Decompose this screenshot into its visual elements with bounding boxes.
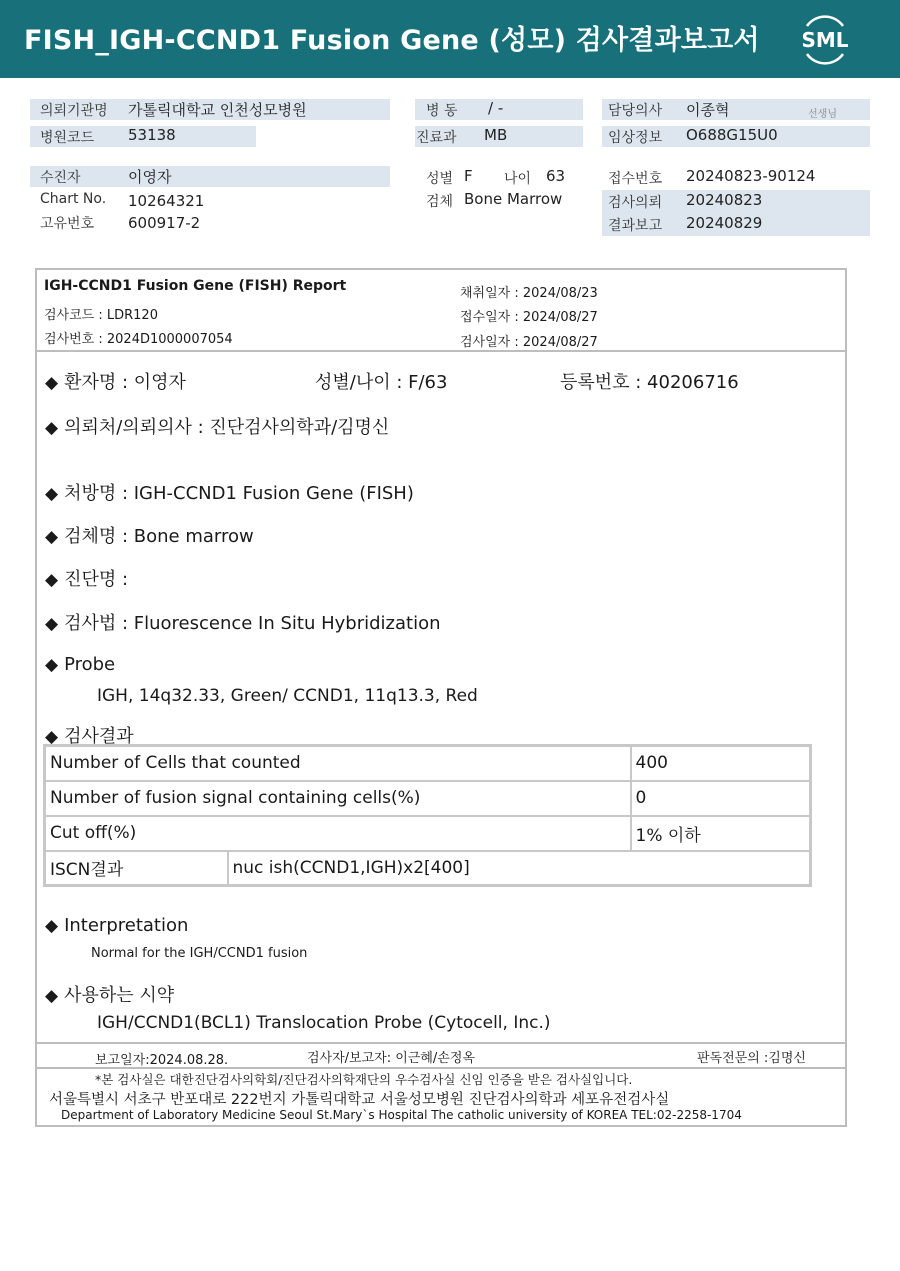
test-code: 검사코드 : LDR120 bbox=[44, 308, 158, 323]
patient-bar bbox=[30, 166, 390, 187]
patient-name: 환자명 : 이영자 bbox=[64, 372, 186, 393]
dept-label: 진료과 bbox=[416, 130, 457, 146]
doctor-value: 이종혁 bbox=[686, 101, 730, 119]
doctor-label: 담당의사 bbox=[608, 103, 663, 119]
page-title: FISH_IGH-CCND1 Fusion Gene (성모) 검사결과보고서 bbox=[24, 25, 760, 56]
diamond-bullet-icon: ◆ bbox=[45, 484, 59, 504]
sex-age: 성별/나이 : F/63 bbox=[315, 372, 448, 393]
results-table bbox=[43, 744, 812, 887]
test-number: 검사번호 : 2024D1000007054 bbox=[44, 332, 233, 347]
ward-label: 병 동 bbox=[426, 103, 458, 119]
diamond-bullet-icon: ◆ bbox=[45, 418, 59, 438]
report-date: 보고일자:2024.08.28. bbox=[95, 1053, 229, 1068]
result-value: 20240829 bbox=[686, 214, 763, 232]
receipt-date: 접수일자 : 2024/08/27 bbox=[460, 310, 598, 325]
tester: 검사자/보고자: 이근혜/손정옥 bbox=[307, 1051, 475, 1066]
diamond-bullet-icon: ◆ bbox=[45, 986, 59, 1006]
footer-divider bbox=[37, 1067, 845, 1069]
sml-logo bbox=[795, 12, 855, 66]
specimen-line bbox=[45, 522, 254, 548]
table-cell-value: 400 bbox=[631, 746, 811, 781]
diagnosis: 진단명 : bbox=[64, 569, 129, 590]
prescription-line bbox=[45, 479, 414, 505]
institution-label: 의뢰기관명 bbox=[40, 103, 108, 119]
footer-divider bbox=[37, 1042, 845, 1044]
hospital-code-value: 53138 bbox=[128, 126, 176, 144]
sex-value: F bbox=[464, 167, 473, 185]
logo-text: SML bbox=[801, 28, 849, 52]
clinical-value: O688G15U0 bbox=[686, 126, 778, 144]
specimen-name: 검체명 : Bone marrow bbox=[64, 526, 254, 547]
unique-label: 고유번호 bbox=[40, 216, 95, 232]
table-cell-label: Number of fusion signal containing cells(%) bbox=[45, 781, 631, 816]
table-row bbox=[45, 816, 811, 851]
unique-value: 600917-2 bbox=[128, 214, 201, 232]
iscn-value: nuc ish(CCND1,IGH)x2[400] bbox=[228, 851, 811, 886]
table-cell-value: 1% 이하 bbox=[631, 816, 811, 851]
diamond-bullet-icon: ◆ bbox=[45, 614, 59, 634]
prescription: 처방명 : IGH-CCND1 Fusion Gene (FISH) bbox=[64, 483, 414, 504]
clinical-label: 임상정보 bbox=[608, 130, 663, 146]
probe-value: IGH, 14q32.33, Green/ CCND1, 11q13.3, Red bbox=[97, 686, 478, 706]
table-row bbox=[45, 746, 811, 781]
specialist: 판독전문의 :김명신 bbox=[697, 1051, 806, 1066]
certification-note: *본 검사실은 대한진단검사의학회/진단검사의학재단의 우수검사실 신임 인증을 받은 검사실입니다. bbox=[95, 1072, 633, 1087]
diamond-bullet-icon: ◆ bbox=[45, 373, 59, 393]
report-header bbox=[37, 270, 845, 352]
table-row bbox=[45, 851, 811, 886]
interpretation-value: Normal for the IGH/CCND1 fusion bbox=[91, 946, 308, 961]
probe-label: Probe bbox=[64, 654, 116, 675]
receipt-no-value: 20240823-90124 bbox=[686, 167, 816, 185]
dept-value: MB bbox=[484, 126, 508, 144]
request-label: 검사의뢰 bbox=[608, 195, 663, 211]
sex-label: 성별 bbox=[426, 171, 454, 187]
page-header bbox=[0, 0, 900, 78]
ward-value: / - bbox=[488, 99, 504, 117]
request-value: 20240823 bbox=[686, 191, 763, 209]
specimen-label: 검체 bbox=[426, 194, 454, 210]
institution-value: 가톨릭대학교 인천성모병원 bbox=[128, 101, 307, 119]
diamond-bullet-icon: ◆ bbox=[45, 527, 59, 547]
table-row bbox=[45, 781, 811, 816]
diamond-bullet-icon: ◆ bbox=[45, 727, 59, 747]
receipt-no-label: 접수번호 bbox=[608, 171, 663, 187]
method-line bbox=[45, 609, 441, 635]
patient-line bbox=[45, 368, 186, 394]
reagent-line bbox=[45, 981, 174, 1007]
table-cell-label: Number of Cells that counted bbox=[45, 746, 631, 781]
patient-value: 이영자 bbox=[128, 168, 172, 186]
age-label: 나이 bbox=[504, 171, 532, 187]
diagnosis-line bbox=[45, 565, 128, 591]
interpretation-line bbox=[45, 915, 188, 936]
test-date: 검사일자 : 2024/08/27 bbox=[460, 335, 598, 350]
result-label: 결과보고 bbox=[608, 218, 663, 234]
specimen-value: Bone Marrow bbox=[464, 190, 563, 208]
table-cell-value: 0 bbox=[631, 781, 811, 816]
interpretation-label: Interpretation bbox=[64, 915, 189, 936]
referrer: 의뢰처/의뢰의사 : 진단검사의학과/김명신 bbox=[64, 417, 390, 438]
patient-label: 수진자 bbox=[40, 170, 81, 186]
table-cell-label: Cut off(%) bbox=[45, 816, 631, 851]
test-method: 검사법 : Fluorescence In Situ Hybridization bbox=[64, 613, 441, 634]
referrer-line bbox=[45, 413, 389, 439]
probe-line bbox=[45, 654, 115, 675]
chart-value: 10264321 bbox=[128, 192, 205, 210]
reagent-label: 사용하는 시약 bbox=[64, 985, 175, 1006]
results-label: 검사결과 bbox=[64, 726, 134, 747]
diamond-bullet-icon: ◆ bbox=[45, 655, 59, 675]
report-document bbox=[35, 268, 847, 1127]
lab-address: 서울특별시 서초구 반포대로 222번지 가톨릭대학교 서울성모병원 진단검사의학과 세포유전검사실 bbox=[49, 1092, 670, 1108]
diamond-bullet-icon: ◆ bbox=[45, 916, 59, 936]
diamond-bullet-icon: ◆ bbox=[45, 570, 59, 590]
chart-label: Chart No. bbox=[40, 191, 107, 207]
reagent-value: IGH/CCND1(BCL1) Translocation Probe (Cytocell, Inc.) bbox=[97, 1013, 551, 1033]
report-title: IGH-CCND1 Fusion Gene (FISH) Report bbox=[44, 278, 347, 294]
collect-date: 채취일자 : 2024/08/23 bbox=[460, 286, 598, 301]
age-value: 63 bbox=[546, 167, 566, 185]
department-english: Department of Laboratory Medicine Seoul St.Mary`s Hospital The catholic university of KOREA TEL:02-2258-1704 bbox=[61, 1108, 742, 1122]
doctor-suffix: 선생님 bbox=[808, 109, 837, 120]
iscn-label: ISCN결과 bbox=[45, 851, 228, 886]
hospital-code-label: 병원코드 bbox=[40, 130, 95, 146]
registration-number: 등록번호 : 40206716 bbox=[560, 372, 739, 393]
